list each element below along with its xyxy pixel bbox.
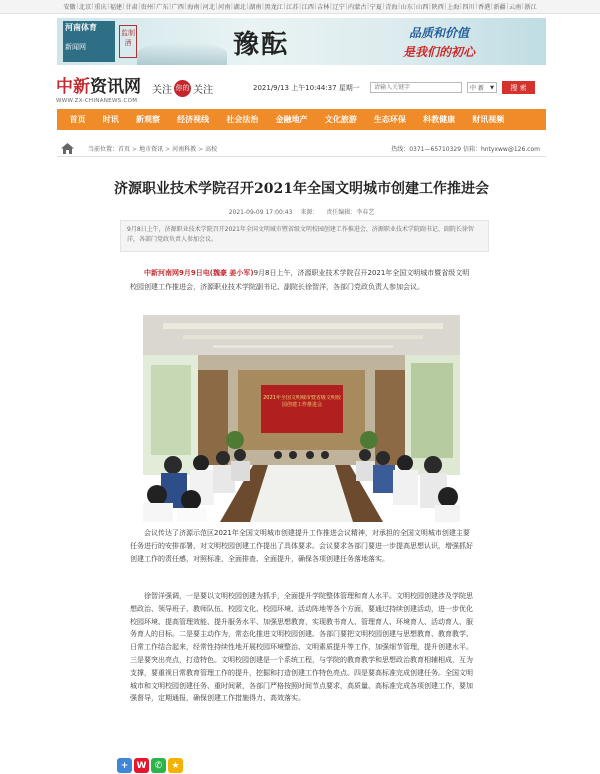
province-separator: | [345,3,348,10]
province-link[interactable]: 山东 [400,4,413,11]
logo-red-text: 中新 [56,77,90,97]
nav-item[interactable]: 时讯 [102,115,119,124]
banner-slogan-2: 是我们的初心 [403,45,476,59]
nav-item[interactable]: 经济视线 [177,115,210,124]
meeting-photo [143,315,460,522]
breadcrumb-link[interactable]: 首页 [118,145,131,153]
lead-text: 9月8日上午，济源职业技术学院召开2021年全国文明城市暨省级文明校园创建工作推进会，济源职业技术学院副书记、副院长徐智洋，各部门党政负责人参加会议。 [130,269,470,291]
province-link[interactable]: 海南 [187,4,200,11]
province-separator: | [459,3,462,10]
province-link[interactable]: 四川 [462,4,475,11]
province-link[interactable]: 黑龙江 [264,4,283,11]
province-separator: | [283,3,286,10]
province-link[interactable]: 江西 [301,4,314,11]
province-link[interactable]: 甘肃 [125,4,138,11]
province-separator: | [91,3,94,10]
province-separator: | [475,3,478,10]
province-separator: | [298,3,302,10]
search-scope-select[interactable] [467,82,497,93]
province-separator: | [169,3,172,10]
banner-hills-decoration [137,42,227,65]
article-editor: 责任编辑：李春艺 [326,209,375,216]
province-link[interactable]: 云南 [508,4,522,11]
province-link[interactable]: 重庆 [94,4,107,11]
logo-black-text: 资讯网 [90,77,141,97]
site-logo[interactable] [56,72,141,104]
province-separator: | [261,3,264,10]
breadcrumb-link[interactable]: 地市资讯 [139,145,164,153]
banner-brand: 豫酝 [233,30,290,60]
province-link[interactable]: 新疆 [493,4,506,11]
article-lead [130,267,475,295]
province-link[interactable]: 广西 [171,4,184,11]
province-link[interactable]: 辽宁 [332,4,345,11]
province-bar [0,0,600,14]
lead-source: 中新河南网9月9日电(魏豪 姜小军) [144,269,254,277]
province-link[interactable]: 贵州 [140,4,154,11]
nav-item[interactable]: 新观察 [135,115,160,124]
article-title: 济源职业技术学院召开2021年全国文明城市创建工作推进会 [114,181,489,197]
province-link[interactable]: 浙江 [524,4,537,11]
wechat-share-icon[interactable]: ✆ [151,758,166,773]
current-datetime: 2021/9/13 上午10:44:37 星期一 [253,84,360,92]
nav-item[interactable]: 科教健康 [423,115,456,124]
province-separator: | [397,3,401,10]
weibo-share-icon[interactable]: W [134,758,149,773]
province-separator: | [215,3,218,10]
search-button[interactable]: 搜 索 [502,81,535,94]
province-separator: | [76,3,79,10]
article-date: 2021-09-09 17:00:43 [228,209,293,216]
logo-url: WWW.ZX-CHINANEWS.COM [56,98,138,104]
province-link[interactable]: 江苏 [286,4,299,11]
banner-left-title: 河南体育 [65,23,97,32]
breadcrumb-separator: > [132,145,138,153]
province-separator: | [107,3,110,10]
province-link[interactable]: 福建 [109,4,123,11]
province-separator: | [199,3,203,10]
share-more-icon[interactable]: + [117,758,132,773]
province-separator: | [153,3,156,10]
banner-seal: 监制酒 [119,25,137,58]
province-link[interactable]: 安徽 [63,4,76,11]
province-separator: | [314,3,317,10]
province-link[interactable]: 山西 [416,4,429,11]
province-separator: | [428,3,431,10]
header-slogan-circle: 你的 [174,80,191,97]
share-bar [117,758,183,773]
banner-slogan-1: 品质和价值 [409,26,470,40]
breadcrumb-label: 当前位置： [88,145,119,153]
province-link[interactable]: 内蒙古 [347,4,367,11]
province-separator: | [506,3,509,10]
province-link[interactable]: 北京 [78,4,92,11]
banner-left-panel [63,21,115,62]
breadcrumb [57,140,546,157]
province-link[interactable]: 香港 [477,4,491,11]
breadcrumb-link[interactable]: 河南科教 [172,145,197,153]
province-separator: | [382,3,385,10]
banner-ad[interactable] [57,18,546,65]
province-separator: | [490,3,493,10]
header-slogan-a: 关注 [152,85,172,96]
province-separator: | [329,3,332,10]
search-input[interactable] [370,82,462,93]
province-link[interactable]: 陕西 [431,4,444,11]
nav-item[interactable]: 文化旅游 [324,115,357,124]
article-paragraph-1: 会议传达了济源示范区2021年全国文明城市创建提升工作推进会议精神，对承担的全国文明城市创建主要任务进行的安排部署，对文明校园创建工作提出了具体要求。会议要求各部门要进一步提高思想认识，增强抓好创建工作的责任感，对照标准，全面排查、全面提升，确保各项创建任务落地落实。 [130,529,473,563]
province-link[interactable]: 湖北 [233,4,246,11]
breadcrumb-separator: > [198,145,204,153]
province-separator: | [122,3,125,10]
contact-info: 热线：0371—65710329 信箱：hntyxww@126.com [391,145,540,153]
province-link[interactable]: 湖南 [248,4,262,11]
article-meta [57,207,546,216]
province-separator: | [184,3,187,10]
meeting-screen-text: 2021年全国文明城市暨省级文明校园创建工作推进会 [263,395,341,408]
header-slogan-b: 关注 [193,85,213,96]
article-paragraph-2: 徐智洋强调，一是要以文明校园创建为抓手，全面提升学院整体管理和育人水平。文明校园创建涉及学院思想政治、领导班子、教师队伍、校园文化、校园环境、活动阵地等各个方面，要通过持续创建活动，进一步优化校园环境、提高管理效能、提升服务水平、加强思想教育，实现教书育人、管理育人、环境育人、活动育人、服务育人的目标。二是要主动作为，常态化推进文明校园创建。各部门要把文明校园创建与思想教育、教育教学、日常工作结合起来，经常性持续性地开展校园环境整治、文明素质提升等工作，加强细节管理，提升创建水平。三是要突出亮点，打造特色。文明校园创建是一个系统工程，与学院的教育教学和思想政治教育相辅相成，互为支撑，要重视日常教育管理工作的提升，挖掘和打造创建工作特色亮点。四是要高标准完成创建任务。全国文明城市和文明校园创建任务、重时间紧，各部门严格按照时间节点要求，高质量、高标准完成各项创建工作，要加强督导，定期通报，确保创建工作措施得力、高效落实。 [130,592,473,703]
province-separator: | [367,3,370,10]
header-slogan [152,80,213,97]
search-scope-value: 中 新 [470,85,484,92]
province-separator: | [246,3,249,10]
province-link[interactable]: 吉林 [317,4,330,11]
province-link[interactable]: 上海 [446,4,460,11]
province-link[interactable]: 河北 [202,4,215,11]
home-icon[interactable] [61,143,74,154]
qzone-share-icon[interactable]: ★ [168,758,183,773]
breadcrumb-link[interactable]: 高校 [205,145,218,153]
province-separator: | [230,3,233,10]
province-separator: | [521,3,524,10]
province-separator: | [444,3,447,10]
main-nav [57,109,546,130]
breadcrumb-trail [88,144,217,153]
banner-left-sub: 新闻网 [65,43,86,51]
nav-item[interactable]: 财讯视频 [472,115,505,124]
nav-item[interactable]: 金融地产 [275,115,308,124]
province-separator: | [138,3,141,10]
chevron-down-icon: ▼ [490,84,494,91]
province-link[interactable]: 广东 [156,4,169,11]
breadcrumb-separator: > [165,145,171,153]
province-link[interactable]: 宁夏 [369,4,382,11]
province-link[interactable]: 河南 [218,4,231,11]
article-summary: 9月8日上午，济源职业技术学院召开2021年全国文明城市暨省级文明校园创建工作推进会，济源职业技术学院副书记、副院长徐智洋，各部门党政负责人参加会议。 [120,220,489,252]
province-separator: | [413,3,416,10]
article-source-label: 来源： [300,209,319,216]
nav-item[interactable]: 社会法治 [226,115,259,124]
nav-item[interactable]: 首页 [69,115,86,124]
province-link[interactable]: 青海 [385,4,398,11]
nav-item[interactable]: 生态环保 [373,115,406,124]
